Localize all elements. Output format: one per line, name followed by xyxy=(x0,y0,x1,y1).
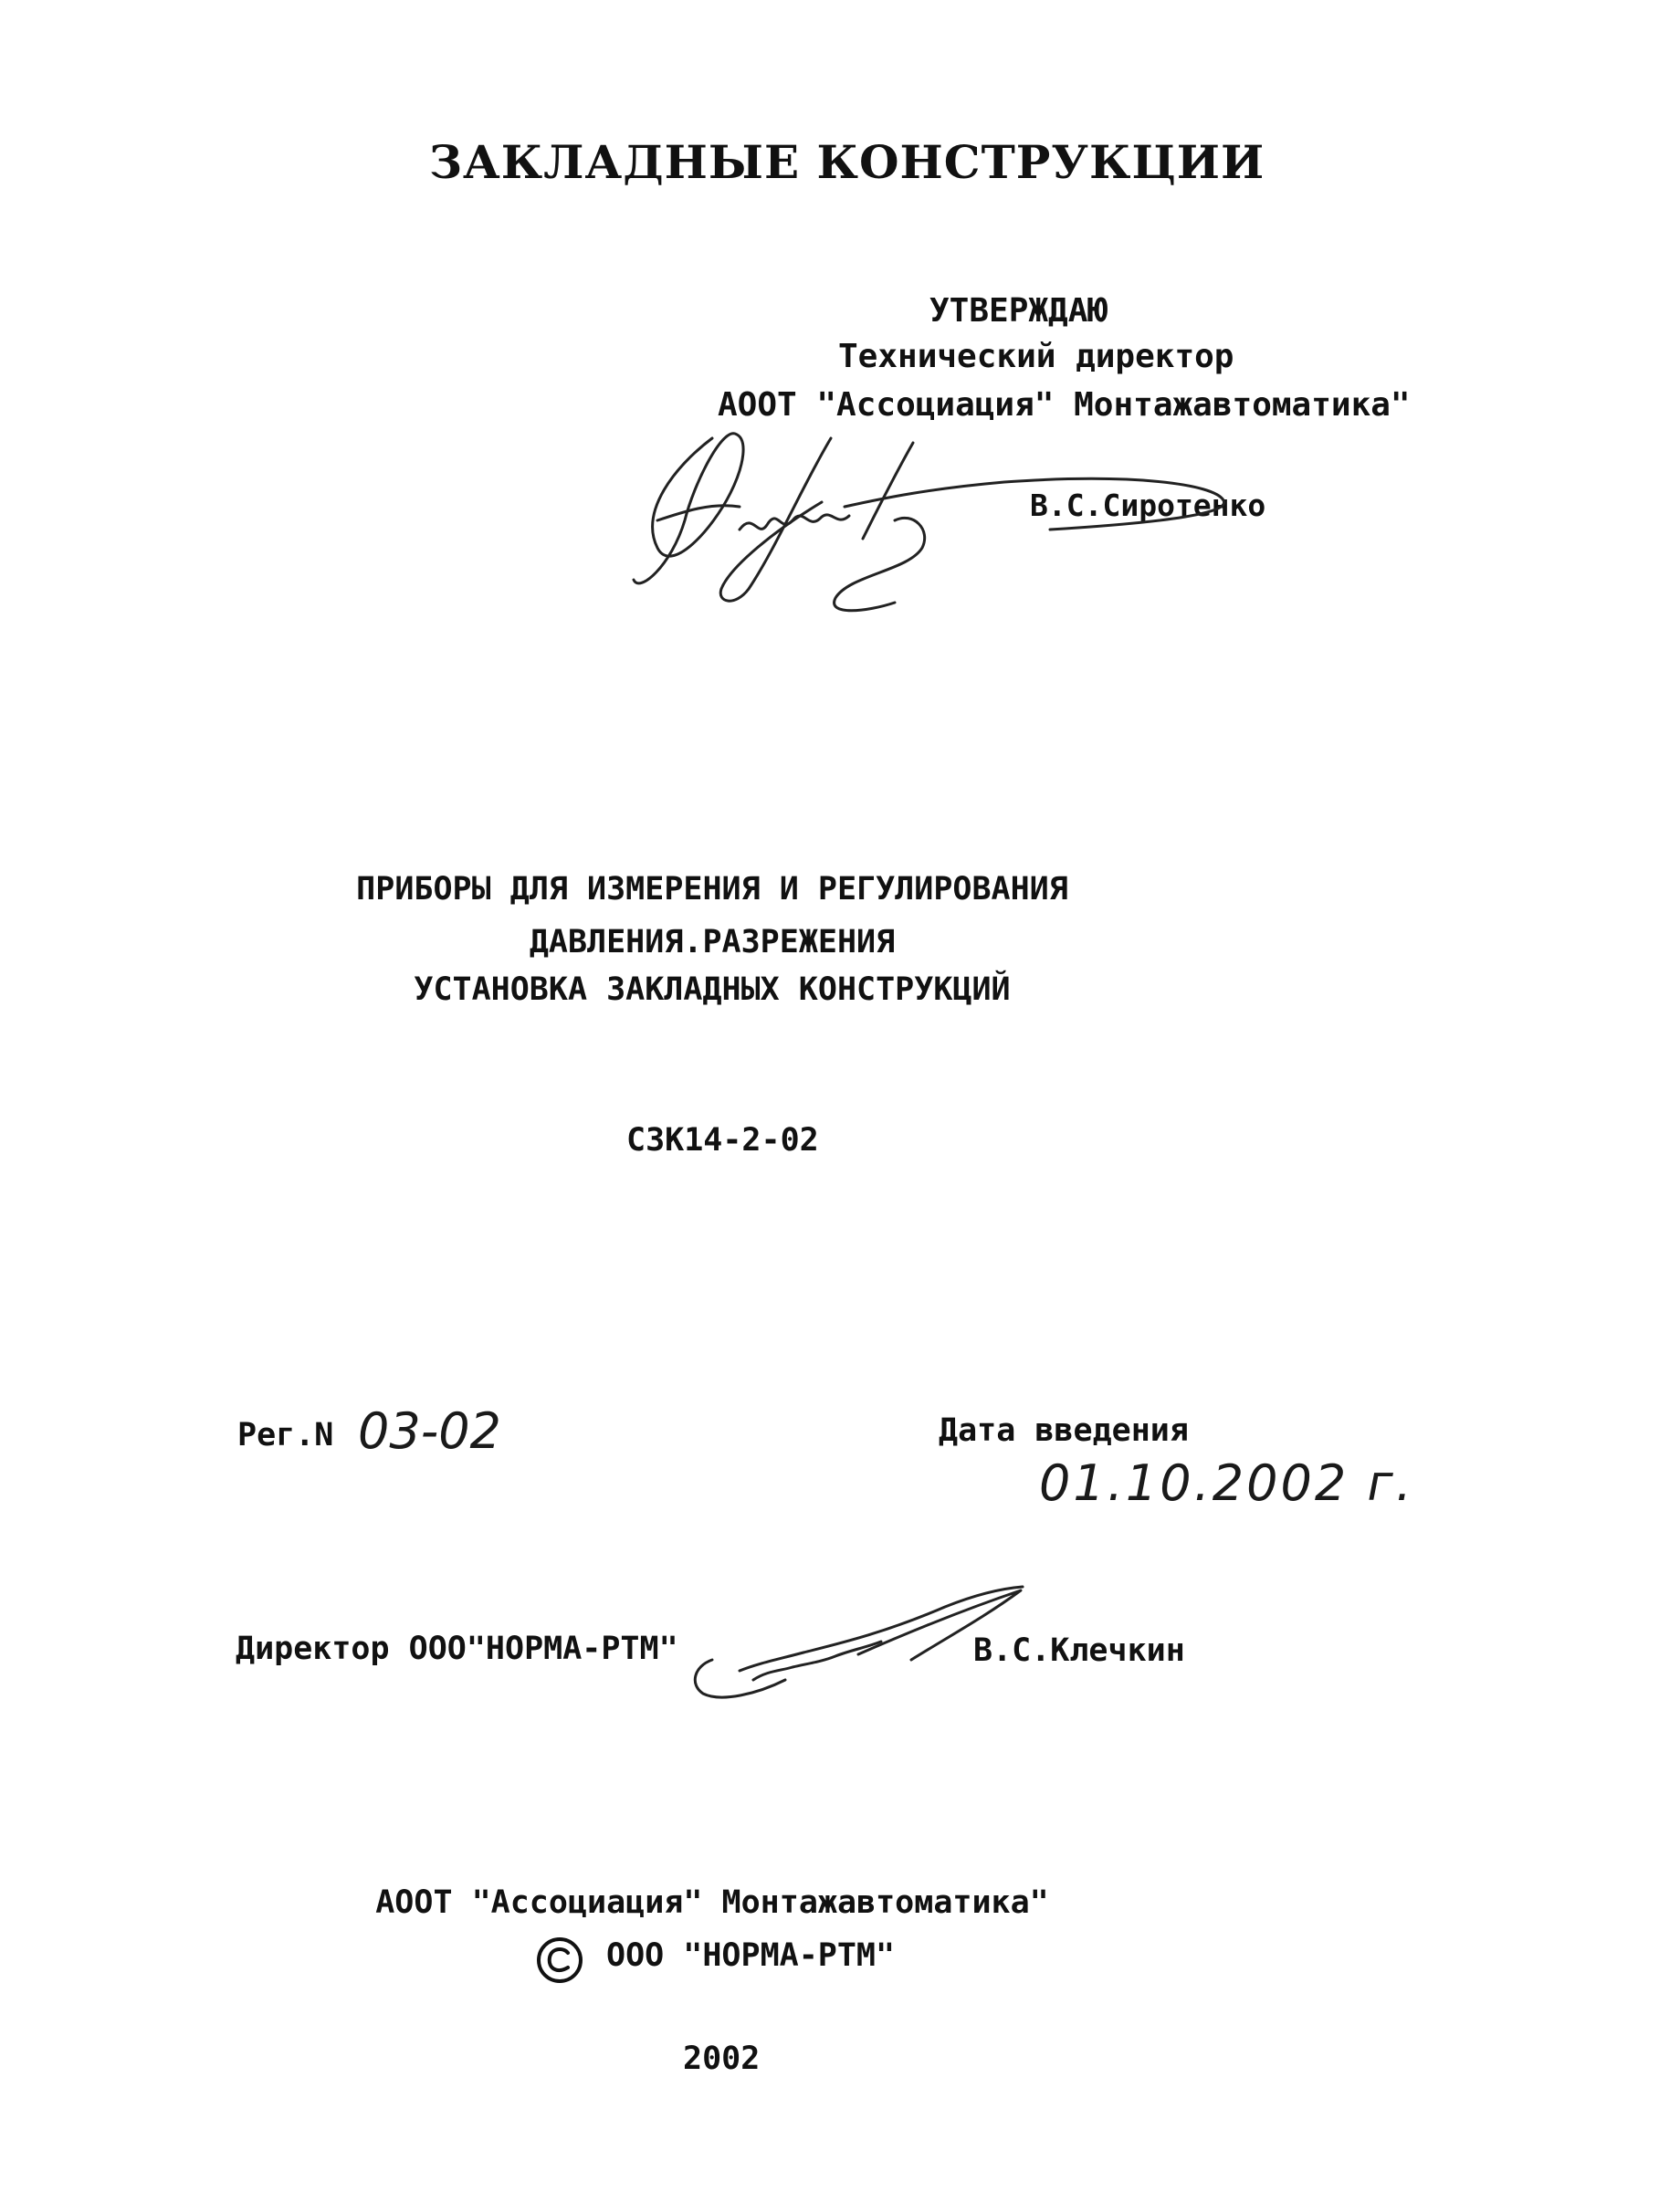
document-title-line-2: ДАВЛЕНИЯ.РАЗРЕЖЕНИЯ xyxy=(529,924,896,960)
publication-year: 2002 xyxy=(683,2041,761,2077)
approval-position: Технический директор xyxy=(838,338,1234,375)
director-label: Директор ООО"НОРМА-РТМ" xyxy=(236,1631,678,1667)
approver-signature-icon xyxy=(621,420,1242,630)
publisher-line-1: АООТ "Ассоциация" Монтажавтоматика" xyxy=(375,1884,1049,1921)
document-code: СЗК14-2-02 xyxy=(626,1122,819,1159)
document-title-line-1: ПРИБОРЫ ДЛЯ ИЗМЕРЕНИЯ И РЕГУЛИРОВАНИЯ xyxy=(356,871,1068,908)
registration-label: Рег.N xyxy=(237,1417,334,1453)
publisher-line-2: ООО "НОРМА-РТМ" xyxy=(606,1937,896,1974)
introduction-date-value: 01.10.2002 г. xyxy=(1039,1454,1414,1512)
series-title: ЗАКЛАДНЫЕ КОНСТРУКЦИИ xyxy=(429,135,1265,189)
director-name: В.С.Клечкин xyxy=(973,1632,1185,1669)
document-title-line-3: УСТАНОВКА ЗАКЛАДНЫХ КОНСТРУКЦИЙ xyxy=(414,971,1011,1008)
approval-name: В.С.Сиротенко xyxy=(1030,488,1266,523)
approval-word: УТВЕРЖДАЮ xyxy=(929,292,1108,330)
approval-organization: АООТ "Ассоциация" Монтажавтоматика" xyxy=(718,386,1411,424)
introduction-date-label: Дата введения xyxy=(939,1412,1189,1449)
registration-value: 03-02 xyxy=(358,1402,501,1460)
copyright-icon xyxy=(535,1936,584,1985)
